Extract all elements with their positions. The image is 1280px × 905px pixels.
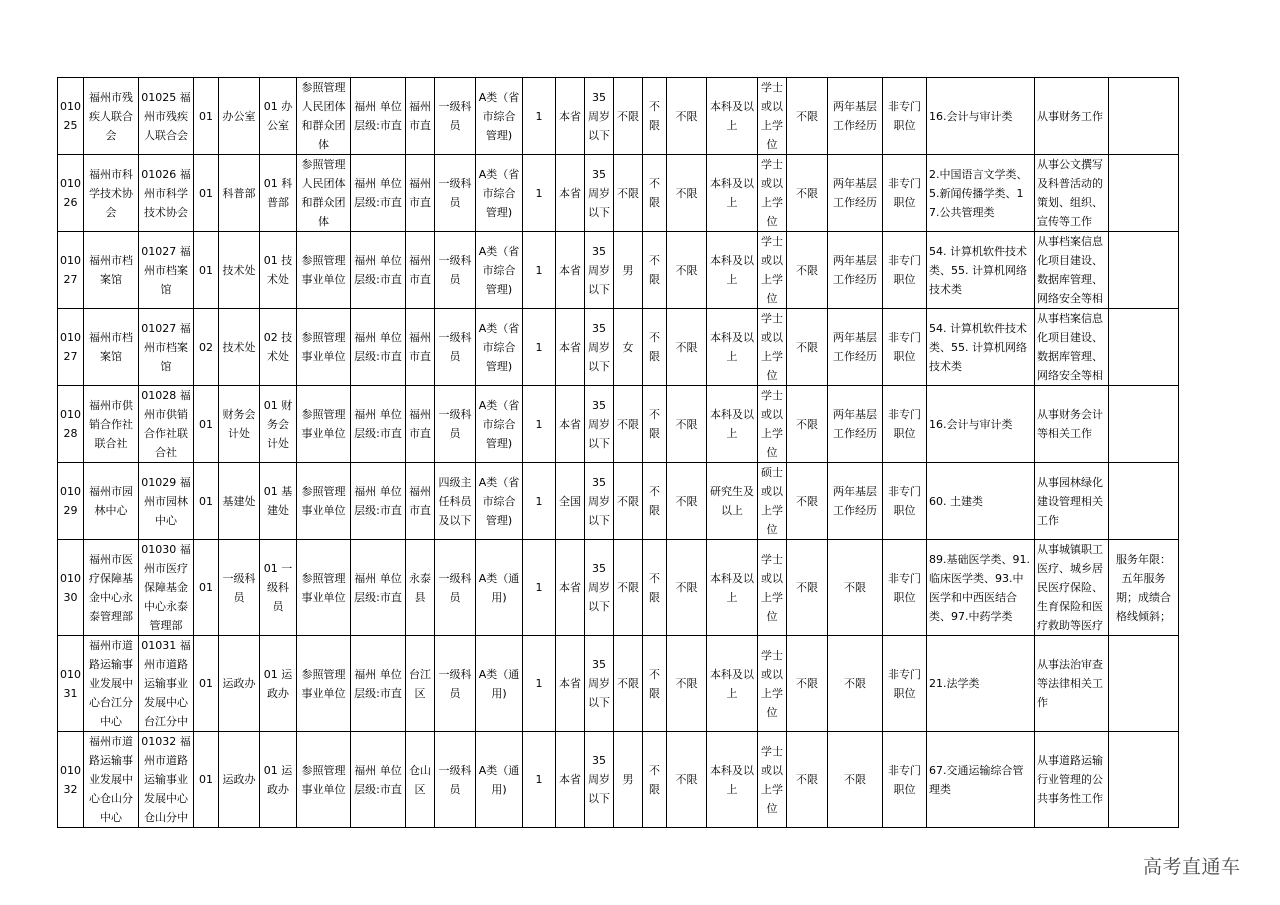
cell-position-code: 01028 [58, 386, 84, 463]
cell-household-scope: 本省 [556, 636, 585, 732]
cell-age-limit: 35周岁以下 [585, 232, 614, 309]
cell-position-no: 01 [194, 386, 219, 463]
cell-politics: 不限 [667, 78, 707, 155]
cell-age-limit: 35周岁以下 [585, 732, 614, 828]
cell-position-code: 01025 [58, 78, 84, 155]
cell-household-scope: 本省 [556, 78, 585, 155]
cell-job-description: 从事园林绿化建设管理相关工作 [1035, 463, 1109, 540]
cell-department: 福州市科学技术协会 [84, 155, 139, 232]
cell-ethnicity: 不限 [643, 732, 667, 828]
cell-rank: 四级主任科员及以下 [435, 463, 476, 540]
cell-gender: 不限 [614, 463, 643, 540]
cell-major-level: 不限 [787, 155, 828, 232]
cell-unit-nature: 参照管理事业单位 [297, 732, 351, 828]
cell-politics: 不限 [667, 732, 707, 828]
cell-age-limit: 35周岁以下 [585, 386, 614, 463]
cell-position-name: 01 一级科员 [260, 540, 297, 636]
cell-unit-level: 福州 单位层级:市直 [351, 309, 406, 386]
cell-unit-level: 福州 单位层级:市直 [351, 78, 406, 155]
table-row [58, 732, 1179, 828]
cell-rank: 一级科员 [435, 636, 476, 732]
cell-notes [1109, 732, 1179, 828]
cell-work-experience: 不限 [828, 732, 883, 828]
cell-position-code: 01030 [58, 540, 84, 636]
cell-position-no: 01 [194, 78, 219, 155]
cell-unit-nature: 参照管理事业单位 [297, 386, 351, 463]
cell-education: 本科及以上 [707, 386, 758, 463]
cell-employer-code-name: 01025 福州市残疾人联合会 [139, 78, 194, 155]
cell-gender: 不限 [614, 636, 643, 732]
cell-work-experience: 两年基层工作经历 [828, 463, 883, 540]
cell-ethnicity: 不限 [643, 155, 667, 232]
cell-ethnicity: 不限 [643, 78, 667, 155]
cell-major-requirement: 60. 土建类 [927, 463, 1035, 540]
cell-recruit-count: 1 [523, 732, 556, 828]
cell-rank: 一级科员 [435, 155, 476, 232]
cell-household-scope: 全国 [556, 463, 585, 540]
cell-major-requirement: 89.基础医学类、91.临床医学类、93.中医学和中西医结合类、97.中药学类 [927, 540, 1035, 636]
cell-employer-code-name: 01030 福州市医疗保障基金中心永泰管理部 [139, 540, 194, 636]
cell-position-code: 01026 [58, 155, 84, 232]
cell-position-type: 非专门职位 [883, 78, 927, 155]
cell-politics: 不限 [667, 309, 707, 386]
cell-position-name: 02 技术处 [260, 309, 297, 386]
cell-household-scope: 本省 [556, 309, 585, 386]
cell-employer-code-name: 01028 福州市供销合作社联合社 [139, 386, 194, 463]
cell-employer-code-name: 01032 福州市道路运输事业发展中心仓山分中 [139, 732, 194, 828]
cell-gender: 男 [614, 232, 643, 309]
cell-education: 本科及以上 [707, 232, 758, 309]
cell-work-experience: 两年基层工作经历 [828, 386, 883, 463]
cell-office: 技术处 [219, 309, 260, 386]
cell-rank: 一级科员 [435, 732, 476, 828]
cell-position-type: 非专门职位 [883, 386, 927, 463]
cell-position-name: 01 科普部 [260, 155, 297, 232]
cell-major-level: 不限 [787, 732, 828, 828]
cell-position-code: 01027 [58, 232, 84, 309]
cell-gender: 男 [614, 732, 643, 828]
cell-office: 办公室 [219, 78, 260, 155]
cell-education: 本科及以上 [707, 155, 758, 232]
cell-location: 福州市直 [406, 78, 435, 155]
cell-politics: 不限 [667, 155, 707, 232]
cell-age-limit: 35周岁以下 [585, 155, 614, 232]
cell-position-name: 01 财务会计处 [260, 386, 297, 463]
cell-unit-nature: 参照管理事业单位 [297, 636, 351, 732]
cell-education: 本科及以上 [707, 732, 758, 828]
cell-ethnicity: 不限 [643, 636, 667, 732]
cell-exam-type: A类（省市综合管理) [476, 78, 523, 155]
cell-notes: 服务年限：五年服务期；成绩合格线倾斜； [1109, 540, 1179, 636]
cell-degree: 硕士或以上学位 [758, 463, 787, 540]
table-row [58, 309, 1179, 386]
cell-recruit-count: 1 [523, 636, 556, 732]
cell-exam-type: A类（省市综合管理) [476, 463, 523, 540]
cell-unit-nature: 参照管理事业单位 [297, 309, 351, 386]
cell-unit-level: 福州 单位层级:市直 [351, 155, 406, 232]
cell-office: 技术处 [219, 232, 260, 309]
cell-location: 台江区 [406, 636, 435, 732]
cell-location: 福州市直 [406, 155, 435, 232]
cell-department: 福州市供销合作社联合社 [84, 386, 139, 463]
cell-education: 研究生及以上 [707, 463, 758, 540]
cell-position-code: 01031 [58, 636, 84, 732]
cell-degree: 学士或以上学位 [758, 386, 787, 463]
cell-work-experience: 两年基层工作经历 [828, 232, 883, 309]
cell-employer-code-name: 01027 福州市档案馆 [139, 232, 194, 309]
table-row [58, 463, 1179, 540]
cell-gender: 不限 [614, 78, 643, 155]
cell-unit-level: 福州 单位层级:市直 [351, 232, 406, 309]
cell-job-description: 从事档案信息化项目建设、数据库管理、网络安全等相 [1035, 309, 1109, 386]
cell-position-type: 非专门职位 [883, 463, 927, 540]
cell-ethnicity: 不限 [643, 232, 667, 309]
cell-department: 福州市园林中心 [84, 463, 139, 540]
cell-rank: 一级科员 [435, 540, 476, 636]
cell-degree: 学士或以上学位 [758, 78, 787, 155]
cell-job-description: 从事城镇职工医疗、城乡居民医疗保险、生育保险和医疗救助等医疗 [1035, 540, 1109, 636]
cell-position-type: 非专门职位 [883, 309, 927, 386]
cell-exam-type: A类（省市综合管理) [476, 309, 523, 386]
cell-gender: 不限 [614, 540, 643, 636]
cell-education: 本科及以上 [707, 636, 758, 732]
cell-unit-nature: 参照管理人民团体和群众团体 [297, 78, 351, 155]
cell-location: 福州市直 [406, 309, 435, 386]
cell-unit-level: 福州 单位层级:市直 [351, 386, 406, 463]
cell-position-type: 非专门职位 [883, 155, 927, 232]
cell-unit-level: 福州 单位层级:市直 [351, 463, 406, 540]
cell-work-experience: 两年基层工作经历 [828, 155, 883, 232]
cell-position-no: 01 [194, 732, 219, 828]
cell-major-requirement: 67.交通运输综合管理类 [927, 732, 1035, 828]
cell-notes [1109, 463, 1179, 540]
cell-age-limit: 35周岁以下 [585, 78, 614, 155]
cell-politics: 不限 [667, 540, 707, 636]
cell-age-limit: 35周岁以下 [585, 463, 614, 540]
cell-position-no: 01 [194, 636, 219, 732]
cell-position-type: 非专门职位 [883, 540, 927, 636]
cell-major-level: 不限 [787, 78, 828, 155]
table-row [58, 78, 1179, 155]
cell-location: 福州市直 [406, 463, 435, 540]
cell-notes [1109, 636, 1179, 732]
cell-household-scope: 本省 [556, 732, 585, 828]
cell-exam-type: A类（省市综合管理) [476, 232, 523, 309]
cell-gender: 女 [614, 309, 643, 386]
cell-office: 运政办 [219, 636, 260, 732]
cell-unit-nature: 参照管理事业单位 [297, 540, 351, 636]
cell-household-scope: 本省 [556, 386, 585, 463]
cell-degree: 学士或以上学位 [758, 732, 787, 828]
cell-work-experience: 不限 [828, 636, 883, 732]
cell-location: 仓山区 [406, 732, 435, 828]
cell-politics: 不限 [667, 386, 707, 463]
cell-major-level: 不限 [787, 463, 828, 540]
cell-employer-code-name: 01026 福州市科学技术协会 [139, 155, 194, 232]
table-row [58, 232, 1179, 309]
cell-department: 福州市残疾人联合会 [84, 78, 139, 155]
cell-work-experience: 两年基层工作经历 [828, 78, 883, 155]
cell-household-scope: 本省 [556, 540, 585, 636]
cell-major-requirement: 54. 计算机软件技术类、55. 计算机网络技术类 [927, 232, 1035, 309]
cell-position-no: 01 [194, 232, 219, 309]
cell-household-scope: 本省 [556, 155, 585, 232]
cell-major-level: 不限 [787, 540, 828, 636]
cell-exam-type: A类（省市综合管理) [476, 155, 523, 232]
table-row [58, 636, 1179, 732]
cell-exam-type: A类（通用) [476, 636, 523, 732]
cell-employer-code-name: 01031 福州市道路运输事业发展中心台江分中 [139, 636, 194, 732]
cell-ethnicity: 不限 [643, 463, 667, 540]
cell-position-code: 01029 [58, 463, 84, 540]
cell-recruit-count: 1 [523, 463, 556, 540]
cell-notes [1109, 386, 1179, 463]
cell-notes [1109, 78, 1179, 155]
cell-recruit-count: 1 [523, 155, 556, 232]
cell-degree: 学士或以上学位 [758, 309, 787, 386]
cell-position-no: 01 [194, 155, 219, 232]
cell-gender: 不限 [614, 155, 643, 232]
cell-job-description: 从事档案信息化项目建设、数据库管理、网络安全等相 [1035, 232, 1109, 309]
job-table [57, 77, 1179, 828]
cell-unit-level: 福州 单位层级:市直 [351, 636, 406, 732]
cell-position-type: 非专门职位 [883, 232, 927, 309]
cell-major-level: 不限 [787, 636, 828, 732]
cell-unit-nature: 参照管理事业单位 [297, 463, 351, 540]
table-row [58, 155, 1179, 232]
cell-position-name: 01 基建处 [260, 463, 297, 540]
cell-office: 科普部 [219, 155, 260, 232]
cell-recruit-count: 1 [523, 309, 556, 386]
cell-employer-code-name: 01029 福州市园林中心 [139, 463, 194, 540]
cell-exam-type: A类（省市综合管理) [476, 386, 523, 463]
cell-degree: 学士或以上学位 [758, 232, 787, 309]
cell-position-name: 01 办公室 [260, 78, 297, 155]
cell-major-requirement: 16.会计与审计类 [927, 78, 1035, 155]
cell-location: 福州市直 [406, 386, 435, 463]
watermark-text: 高考直通车 [1143, 856, 1241, 878]
cell-location: 永泰县 [406, 540, 435, 636]
cell-position-type: 非专门职位 [883, 636, 927, 732]
cell-job-description: 从事法治审查等法律相关工作 [1035, 636, 1109, 732]
cell-location: 福州市直 [406, 232, 435, 309]
cell-education: 本科及以上 [707, 78, 758, 155]
cell-job-description: 从事道路运输行业管理的公共事务性工作 [1035, 732, 1109, 828]
cell-work-experience: 不限 [828, 540, 883, 636]
cell-recruit-count: 1 [523, 232, 556, 309]
cell-politics: 不限 [667, 463, 707, 540]
cell-unit-level: 福州 单位层级:市直 [351, 540, 406, 636]
cell-department: 福州市道路运输事业发展中心台江分中心 [84, 636, 139, 732]
cell-exam-type: A类（通用) [476, 540, 523, 636]
cell-recruit-count: 1 [523, 540, 556, 636]
cell-notes [1109, 309, 1179, 386]
cell-gender: 不限 [614, 386, 643, 463]
cell-age-limit: 35周岁以下 [585, 309, 614, 386]
cell-exam-type: A类（通用) [476, 732, 523, 828]
cell-office: 财务会计处 [219, 386, 260, 463]
cell-degree: 学士或以上学位 [758, 636, 787, 732]
cell-job-description: 从事财务工作 [1035, 78, 1109, 155]
cell-position-no: 02 [194, 309, 219, 386]
cell-politics: 不限 [667, 232, 707, 309]
cell-work-experience: 两年基层工作经历 [828, 309, 883, 386]
cell-position-code: 01027 [58, 309, 84, 386]
cell-ethnicity: 不限 [643, 386, 667, 463]
cell-rank: 一级科员 [435, 309, 476, 386]
cell-employer-code-name: 01027 福州市档案馆 [139, 309, 194, 386]
cell-rank: 一级科员 [435, 78, 476, 155]
cell-major-requirement: 54. 计算机软件技术类、55. 计算机网络技术类 [927, 309, 1035, 386]
cell-department: 福州市档案馆 [84, 309, 139, 386]
cell-department: 福州市医疗保障基金中心永泰管理部 [84, 540, 139, 636]
cell-ethnicity: 不限 [643, 309, 667, 386]
cell-position-no: 01 [194, 540, 219, 636]
cell-office: 运政办 [219, 732, 260, 828]
cell-ethnicity: 不限 [643, 540, 667, 636]
cell-education: 本科及以上 [707, 309, 758, 386]
cell-department: 福州市档案馆 [84, 232, 139, 309]
cell-office: 基建处 [219, 463, 260, 540]
cell-major-level: 不限 [787, 386, 828, 463]
cell-major-requirement: 2.中国语言文学类、5.新闻传播学类、17.公共管理类 [927, 155, 1035, 232]
cell-position-type: 非专门职位 [883, 732, 927, 828]
cell-position-name: 01 运政办 [260, 636, 297, 732]
cell-job-description: 从事公文撰写及科普活动的策划、组织、宣传等工作 [1035, 155, 1109, 232]
table-body [58, 78, 1179, 828]
cell-position-name: 01 技术处 [260, 232, 297, 309]
cell-position-no: 01 [194, 463, 219, 540]
cell-notes [1109, 232, 1179, 309]
cell-department: 福州市道路运输事业发展中心仓山分中心 [84, 732, 139, 828]
cell-degree: 学士或以上学位 [758, 540, 787, 636]
cell-age-limit: 35周岁以下 [585, 636, 614, 732]
cell-politics: 不限 [667, 636, 707, 732]
cell-rank: 一级科员 [435, 386, 476, 463]
cell-unit-nature: 参照管理人民团体和群众团体 [297, 155, 351, 232]
cell-position-name: 01 运政办 [260, 732, 297, 828]
cell-position-code: 01032 [58, 732, 84, 828]
cell-major-requirement: 21.法学类 [927, 636, 1035, 732]
table-row [58, 540, 1179, 636]
cell-unit-level: 福州 单位层级:市直 [351, 732, 406, 828]
cell-age-limit: 35周岁以下 [585, 540, 614, 636]
cell-job-description: 从事财务会计等相关工作 [1035, 386, 1109, 463]
cell-household-scope: 本省 [556, 232, 585, 309]
cell-recruit-count: 1 [523, 386, 556, 463]
cell-office: 一级科员 [219, 540, 260, 636]
cell-unit-nature: 参照管理事业单位 [297, 232, 351, 309]
cell-major-level: 不限 [787, 232, 828, 309]
cell-recruit-count: 1 [523, 78, 556, 155]
cell-major-level: 不限 [787, 309, 828, 386]
cell-education: 本科及以上 [707, 540, 758, 636]
cell-degree: 学士或以上学位 [758, 155, 787, 232]
cell-notes [1109, 155, 1179, 232]
cell-rank: 一级科员 [435, 232, 476, 309]
cell-major-requirement: 16.会计与审计类 [927, 386, 1035, 463]
table-row [58, 386, 1179, 463]
